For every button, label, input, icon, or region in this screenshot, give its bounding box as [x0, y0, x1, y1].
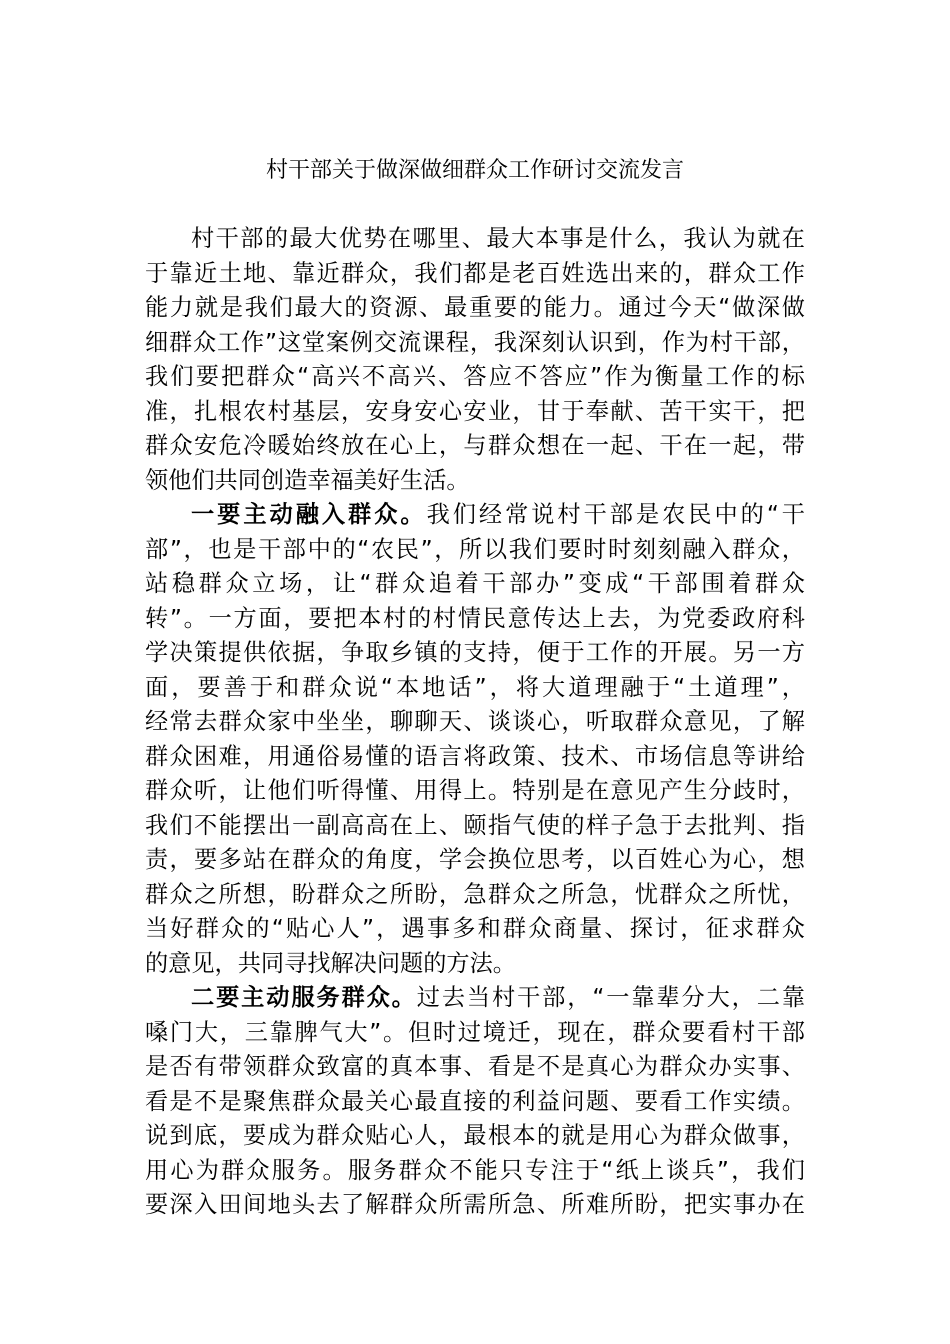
paragraph-3-line-1-text: 过去当村干部，“一靠辈分大，二靠: [416, 984, 806, 1011]
paragraph-2-line-8: 群众困难，用通俗易懂的语言将政策、技术、市场信息等讲给: [145, 742, 805, 770]
paragraph-3-line-1: [145, 981, 805, 1016]
paragraph-2-line-9: 群众听，让他们听得懂、用得上。特别是在意见产生分歧时，: [145, 777, 805, 804]
paragraph-1-line-7: 群众安危冷暖始终放在心上，与群众想在一起、干在一起，带: [145, 432, 805, 459]
paragraph-3-line-6: 用心为群众服务。服务群众不能只专注于“纸上谈兵”，我们: [145, 1156, 805, 1184]
paragraph-2-line-12: 群众之所想，盼群众之所盼，急群众之所急，忧群众之所忧，: [145, 880, 805, 908]
paragraph-3-line-4: 看是不是聚焦群众最关心最直接的利益问题、要看工作实绩。: [145, 1087, 805, 1115]
paragraph-1-line-1: 村干部的最大优势在哪里、最大本事是什么，我认为就在: [191, 225, 805, 252]
paragraph-1-line-3: 能力就是我们最大的资源、最重要的能力。通过今天“做深做: [145, 294, 805, 321]
paragraph-2-line-6: 面，要善于和群众说“本地话”，将大道理融于“土道理”，: [145, 673, 805, 701]
paragraph-2-line-2: 部”，也是干部中的“农民”，所以我们要时时刻刻融入群众，: [145, 535, 805, 563]
paragraph-1-line-4: 细群众工作”这堂案例交流课程，我深刻认识到，作为村干部，: [145, 328, 805, 356]
paragraph-3-line-5: 说到底，要成为群众贴心人，最根本的就是用心为群众做事，: [145, 1122, 805, 1149]
document-body: [145, 222, 805, 1223]
document-title: 村干部关于做深做细群众工作研讨交流发言: [265, 158, 684, 183]
paragraph-2-line-5: 学决策提供依据，争取乡镇的支持，便于工作的开展。另一方: [145, 639, 805, 666]
paragraph-3-line-2: 嗓门大，三靠脾气大”。但时过境迁，现在，群众要看村干部: [145, 1018, 805, 1046]
paragraph-1-line-6: 准，扎根农村基层，安身安心安业，甘于奉献、苦干实干，把: [145, 397, 805, 425]
paragraph-2-line-14: 的意见，共同寻找解决问题的方法。: [145, 949, 516, 977]
paragraph-1-line-8: 领他们共同创造幸福美好生活。: [145, 466, 470, 494]
paragraph-2-lead: 一要主动融入群众。: [191, 501, 427, 528]
paragraph-1-line-5: 我们要把群众“高兴不高兴、答应不答应”作为衡量工作的标: [145, 363, 805, 390]
paragraph-3-line-3: 是否有带领群众致富的真本事、看是不是真心为群众办实事、: [145, 1053, 805, 1080]
paragraph-3-line-7: 要深入田间地头去了解群众所需所急、所难所盼，把实事办在: [145, 1191, 805, 1218]
paragraph-2-line-1-text: 我们经常说村干部是农民中的“干: [426, 501, 805, 528]
paragraph-3-lead: 二要主动服务群众。: [191, 984, 417, 1011]
paragraph-2-line-7: 经常去群众家中坐坐，聊聊天、谈谈心，听取群众意见，了解: [145, 708, 805, 735]
paragraph-2-line-3: 站稳群众立场，让“群众追着干部办”变成“干部围着群众: [145, 570, 805, 597]
paragraph-2-line-13: 当好群众的“贴心人”，遇事多和群众商量、探讨，征求群众: [145, 915, 805, 942]
paragraph-1-line-2: 于靠近土地、靠近群众，我们都是老百姓选出来的，群众工作: [145, 259, 805, 287]
paragraph-2-line-4: 转”。一方面，要把本村的村情民意传达上去，为党委政府科: [145, 604, 805, 632]
paragraph-2-line-10: 我们不能摆出一副高高在上、颐指气使的样子急于去批判、指: [145, 811, 805, 839]
paragraph-2-line-1: [145, 498, 805, 533]
paragraph-2-line-11: 责，要多站在群众的角度，学会换位思考，以百姓心为心，想: [145, 846, 805, 873]
